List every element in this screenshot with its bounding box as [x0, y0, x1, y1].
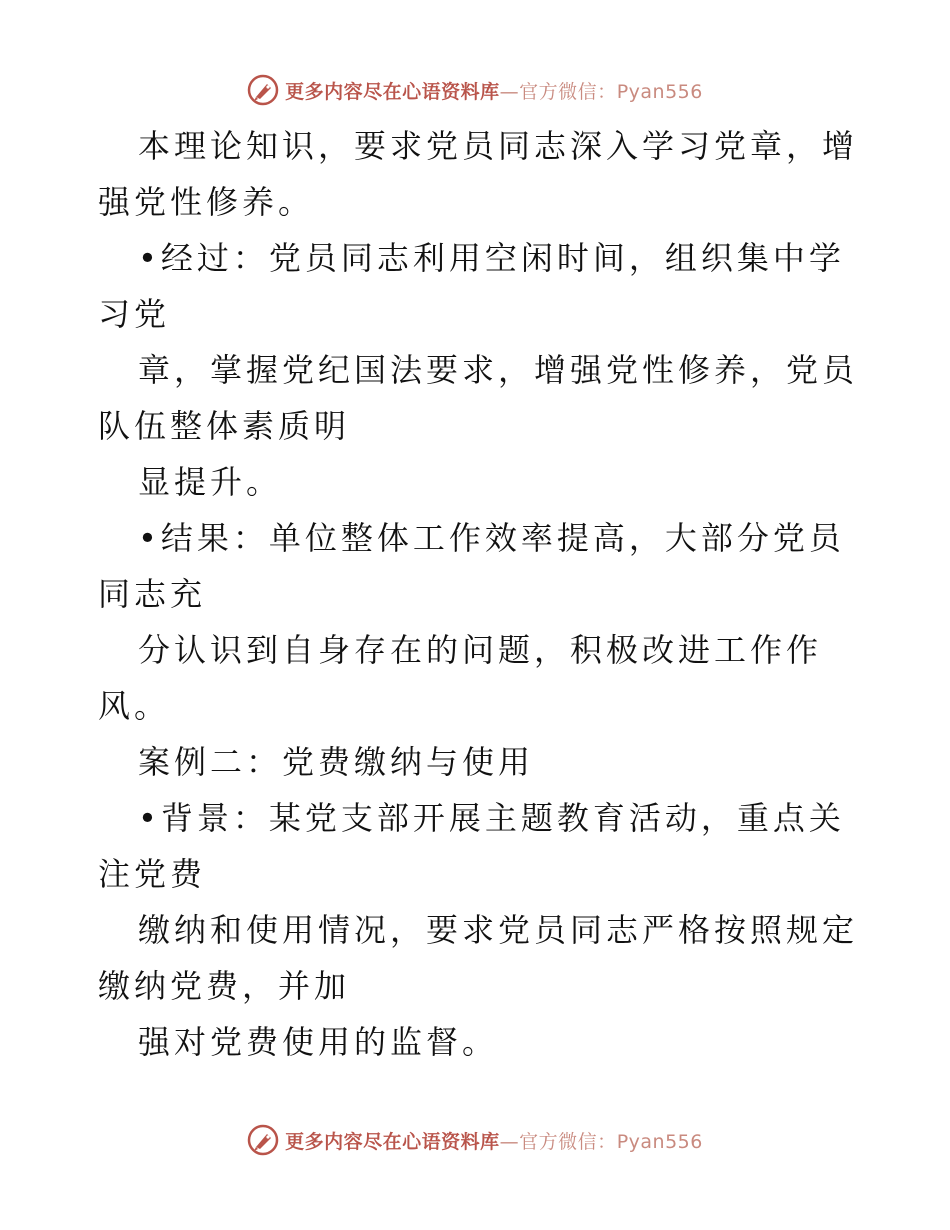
paragraph: •背景：某党支部开展主题教育活动，重点关注党费	[98, 799, 845, 893]
paragraph: 本理论知识，要求党员同志深入学习党章，增强党性修养。	[98, 127, 859, 221]
banner-wechat-id: Pyan556	[616, 1130, 703, 1153]
footer-banner-text	[285, 1127, 703, 1154]
footer-banner	[0, 1120, 950, 1160]
paragraph: 显提升。	[138, 463, 283, 501]
paragraph: 分认识到自身存在的问题，积极改进工作作风。	[98, 631, 823, 725]
paragraph: 章，掌握党纪国法要求，增强党性修养，党员队伍整体素质明	[98, 351, 859, 445]
banner-wechat-id: Pyan556	[616, 80, 703, 103]
section-heading: 案例二：党费缴纳与使用	[138, 743, 535, 781]
pen-nib-logo-icon	[247, 74, 279, 106]
banner-official: 官方微信：	[519, 1130, 617, 1153]
paragraph: 缴纳和使用情况，要求党员同志严格按照规定缴纳党费，并加	[98, 911, 859, 1005]
banner-official: 官方微信：	[519, 80, 617, 103]
banner-brand: 更多内容尽在心语资料库	[285, 80, 500, 103]
banner-separator: —	[499, 80, 520, 103]
header-banner-text	[285, 77, 703, 104]
pen-nib-logo-icon	[247, 1124, 279, 1156]
banner-brand: 更多内容尽在心语资料库	[285, 1130, 500, 1153]
banner-separator: —	[499, 1130, 520, 1153]
paragraph: •结果：单位整体工作效率提高，大部分党员同志充	[98, 519, 845, 613]
document-body	[98, 118, 868, 1070]
header-banner	[0, 70, 950, 110]
paragraph: 强对党费使用的监督。	[138, 1023, 499, 1061]
paragraph: •经过：党员同志利用空闲时间，组织集中学习党	[98, 239, 845, 333]
